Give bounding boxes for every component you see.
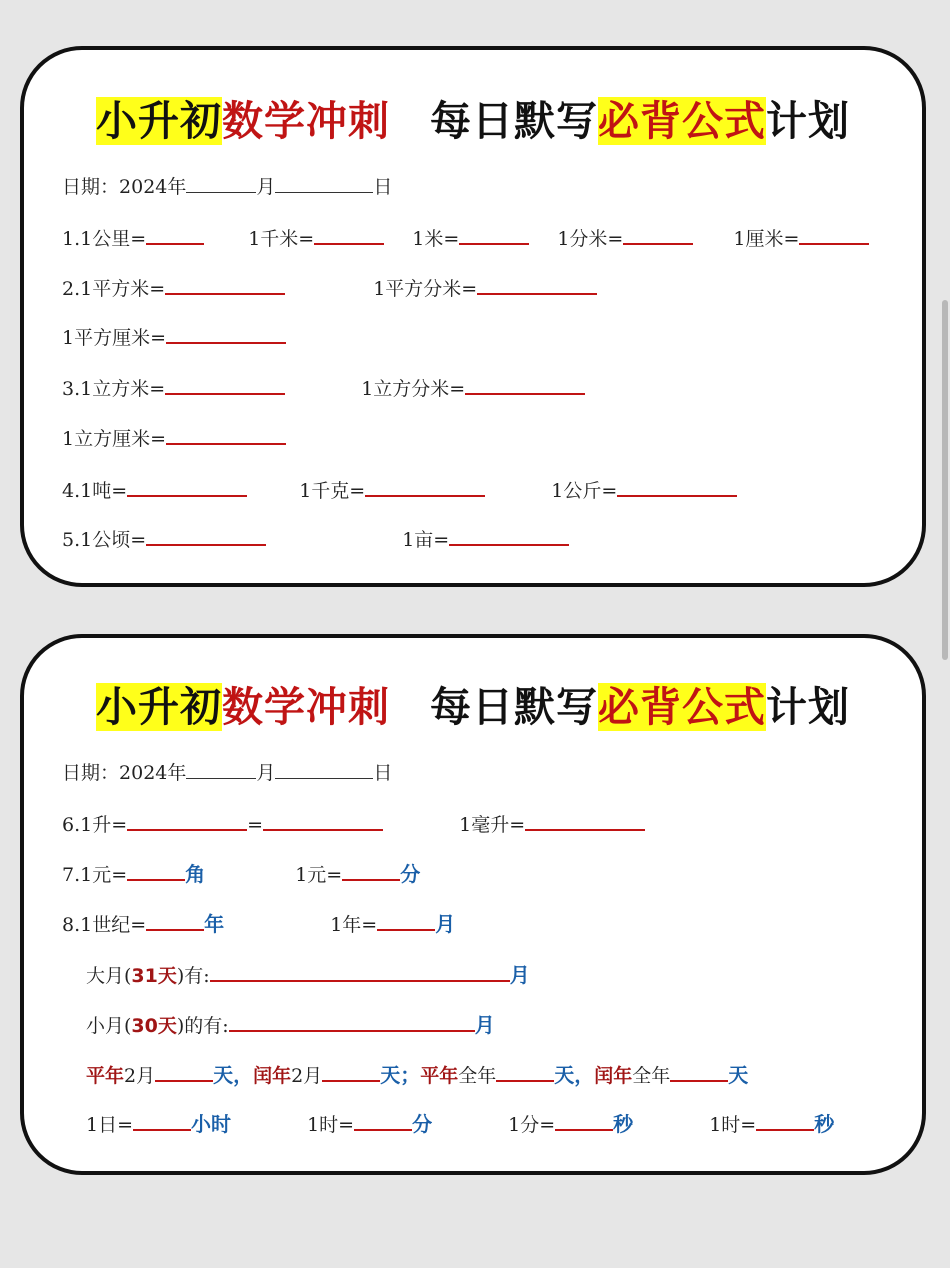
answer-blank[interactable] bbox=[210, 962, 510, 982]
text-card2-r6-u2: 天； bbox=[380, 1063, 421, 1087]
big-month-line bbox=[86, 962, 530, 988]
answer-blank[interactable] bbox=[354, 1111, 412, 1131]
text-card1-r7-b: 1亩= bbox=[402, 529, 450, 551]
text-date-month: 月 bbox=[256, 762, 276, 784]
text-card1-r7-a: 1公顷= bbox=[80, 529, 147, 551]
text-title-part5: 计划 bbox=[766, 97, 850, 145]
question-7 bbox=[62, 861, 420, 887]
answer-blank[interactable] bbox=[166, 425, 286, 445]
text-card2-r5-post: )的有: bbox=[176, 1015, 229, 1037]
text-card2-r3-a_unit: 年 bbox=[204, 912, 225, 936]
text-card2-r6-t1: 2月 bbox=[124, 1065, 156, 1087]
text-date-label: 日期： bbox=[62, 762, 120, 784]
answer-blank[interactable] bbox=[465, 375, 585, 395]
text-card1-r1-d: 1分米= bbox=[557, 228, 624, 250]
question-2-cont bbox=[62, 324, 286, 350]
answer-blank[interactable] bbox=[166, 324, 286, 344]
text-date-day: 日 bbox=[373, 176, 393, 198]
answer-blank[interactable] bbox=[670, 1062, 728, 1082]
text-card2-r5-unit: 月 bbox=[474, 1013, 495, 1037]
answer-blank[interactable] bbox=[477, 275, 597, 295]
date-line bbox=[62, 174, 392, 199]
question-2 bbox=[62, 275, 597, 301]
text-card2-r5-days: 30天 bbox=[131, 1015, 177, 1037]
text-title-part1: 小升初 bbox=[96, 683, 222, 731]
text-card2-r4-pre: 大月( bbox=[86, 965, 132, 987]
time-conversion-line bbox=[86, 1111, 834, 1137]
text-title-part5: 计划 bbox=[766, 683, 850, 731]
text-card2-r3-a: 1世纪= bbox=[80, 914, 147, 936]
text-date-year: 2024年 bbox=[119, 762, 187, 784]
question-1 bbox=[62, 225, 869, 251]
text-card2-r2-a: 1元= bbox=[80, 864, 128, 886]
text-title-part4: 必背公式 bbox=[598, 683, 766, 731]
text-card1-r4-num: 3. bbox=[62, 378, 81, 400]
text-card1-r2-a: 1平方米= bbox=[80, 278, 166, 300]
text-card2-r4-days: 31天 bbox=[131, 965, 177, 987]
text-card2-r6-t2: 2月 bbox=[291, 1065, 323, 1087]
question-8 bbox=[62, 911, 455, 937]
text-title-part2: 数学冲刺 bbox=[222, 683, 390, 731]
text-card2-r1-num: 6. bbox=[62, 814, 81, 836]
answer-blank[interactable] bbox=[377, 911, 435, 931]
text-card1-r3-a: 1平方厘米= bbox=[62, 327, 167, 349]
answer-blank[interactable] bbox=[496, 1062, 554, 1082]
text-title-part1: 小升初 bbox=[96, 97, 222, 145]
answer-blank[interactable] bbox=[342, 861, 400, 881]
text-card2-r6-w1: 平年 bbox=[86, 1065, 125, 1087]
text-card1-r2-num: 2. bbox=[62, 278, 81, 300]
text-card1-r1-e: 1厘米= bbox=[733, 228, 800, 250]
text-title-part4: 必背公式 bbox=[598, 97, 766, 145]
leap-year-line bbox=[86, 1062, 748, 1088]
answer-blank[interactable] bbox=[449, 526, 569, 546]
answer-blank[interactable] bbox=[133, 1111, 191, 1131]
answer-blank[interactable] bbox=[799, 225, 869, 245]
month-blank[interactable] bbox=[186, 174, 256, 193]
text-card2-r7-d: 1时= bbox=[709, 1114, 757, 1136]
text-date-year: 2024年 bbox=[119, 176, 187, 198]
worksheet-title bbox=[24, 88, 922, 147]
text-card1-r1-a: 1公里= bbox=[80, 228, 147, 250]
day-blank[interactable] bbox=[275, 174, 373, 193]
answer-blank[interactable] bbox=[525, 811, 645, 831]
answer-blank[interactable] bbox=[165, 275, 285, 295]
text-card2-r6-u3: 天， bbox=[554, 1063, 595, 1087]
text-card1-r6-c: 1公斤= bbox=[551, 480, 618, 502]
question-3-cont bbox=[62, 425, 286, 451]
text-card2-r7-c: 1分= bbox=[508, 1114, 556, 1136]
question-6 bbox=[62, 811, 645, 837]
text-card2-r6-t3: 全年 bbox=[458, 1065, 497, 1087]
day-blank[interactable] bbox=[275, 760, 373, 779]
text-card1-r2-b: 1平方分米= bbox=[373, 278, 478, 300]
text-card1-r6-num: 4. bbox=[62, 480, 81, 502]
text-title-part3: 每日默写 bbox=[430, 683, 598, 731]
text-card2-r7-a: 1日= bbox=[86, 1114, 134, 1136]
answer-blank[interactable] bbox=[459, 225, 529, 245]
question-4 bbox=[62, 477, 737, 503]
answer-blank[interactable] bbox=[623, 225, 693, 245]
text-card2-r4-unit: 月 bbox=[509, 963, 530, 987]
text-card2-r6-u4: 天 bbox=[728, 1063, 749, 1087]
text-card2-r7-b_unit: 分 bbox=[412, 1112, 433, 1136]
text-card2-r6-w3: 平年 bbox=[420, 1065, 459, 1087]
answer-blank[interactable] bbox=[146, 526, 266, 546]
small-month-line bbox=[86, 1012, 495, 1038]
text-card2-r2-b_unit: 分 bbox=[400, 862, 421, 886]
text-card2-r4-post: )有: bbox=[176, 965, 210, 987]
date-line bbox=[62, 760, 392, 785]
worksheet-card-2 bbox=[20, 634, 926, 1175]
text-date-day: 日 bbox=[373, 762, 393, 784]
page-scrollbar[interactable] bbox=[942, 300, 948, 660]
text-card2-r2-a_unit: 角 bbox=[185, 862, 206, 886]
answer-blank[interactable] bbox=[146, 225, 204, 245]
text-card1-r6-b: 1千克= bbox=[299, 480, 366, 502]
answer-blank[interactable] bbox=[617, 477, 737, 497]
text-card2-r7-c_unit: 秒 bbox=[613, 1112, 634, 1136]
text-title-part3: 每日默写 bbox=[430, 97, 598, 145]
text-card2-r3-b: 1年= bbox=[330, 914, 378, 936]
text-date-label: 日期： bbox=[62, 176, 120, 198]
answer-blank[interactable] bbox=[127, 811, 247, 831]
text-card2-r5-pre: 小月( bbox=[86, 1015, 132, 1037]
answer-blank[interactable] bbox=[263, 811, 383, 831]
worksheet-card-1 bbox=[20, 46, 926, 587]
text-date-month: 月 bbox=[256, 176, 276, 198]
question-5 bbox=[62, 526, 569, 552]
text-card2-r7-a_unit: 小时 bbox=[191, 1112, 232, 1136]
answer-blank[interactable] bbox=[365, 477, 485, 497]
answer-blank[interactable] bbox=[127, 477, 247, 497]
text-title-part2: 数学冲刺 bbox=[222, 97, 390, 145]
question-3 bbox=[62, 375, 585, 401]
answer-blank[interactable] bbox=[756, 1111, 814, 1131]
answer-blank[interactable] bbox=[155, 1062, 213, 1082]
answer-blank[interactable] bbox=[229, 1012, 475, 1032]
text-card2-r6-u1: 天， bbox=[213, 1063, 254, 1087]
text-card2-r1-a: 1升= bbox=[80, 814, 128, 836]
answer-blank[interactable] bbox=[555, 1111, 613, 1131]
text-card2-r6-w2: 闰年 bbox=[253, 1065, 292, 1087]
text-card1-r1-c: 1米= bbox=[412, 228, 460, 250]
text-card2-r1-b: 1毫升= bbox=[459, 814, 526, 836]
month-blank[interactable] bbox=[186, 760, 256, 779]
text-card1-r4-a: 1立方米= bbox=[80, 378, 166, 400]
answer-blank[interactable] bbox=[322, 1062, 380, 1082]
text-card1-r1-num: 1. bbox=[62, 228, 81, 250]
answer-blank[interactable] bbox=[146, 911, 204, 931]
answer-blank[interactable] bbox=[314, 225, 384, 245]
text-card2-r6-t4: 全年 bbox=[632, 1065, 671, 1087]
text-card2-r3-num: 8. bbox=[62, 914, 81, 936]
answer-blank[interactable] bbox=[127, 861, 185, 881]
text-card2-r3-b_unit: 月 bbox=[435, 912, 456, 936]
text-card2-r2-b: 1元= bbox=[295, 864, 343, 886]
text-card2-r7-d_unit: 秒 bbox=[814, 1112, 835, 1136]
text-card1-r7-num: 5. bbox=[62, 529, 81, 551]
text-card2-r6-w4: 闰年 bbox=[594, 1065, 633, 1087]
text-card2-r2-num: 7. bbox=[62, 864, 81, 886]
worksheet-title bbox=[24, 674, 922, 733]
text-card1-r1-b: 1千米= bbox=[248, 228, 315, 250]
text-card2-r1-eq: = bbox=[247, 814, 264, 836]
answer-blank[interactable] bbox=[165, 375, 285, 395]
text-card1-r5-a: 1立方厘米= bbox=[62, 428, 167, 450]
text-card1-r4-b: 1立方分米= bbox=[361, 378, 466, 400]
text-card2-r7-b: 1时= bbox=[307, 1114, 355, 1136]
text-card1-r6-a: 1吨= bbox=[80, 480, 128, 502]
